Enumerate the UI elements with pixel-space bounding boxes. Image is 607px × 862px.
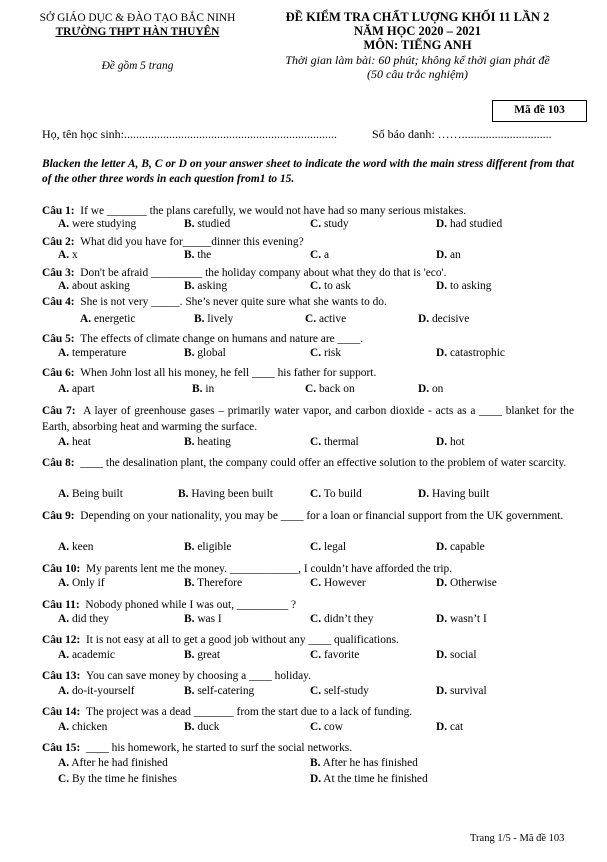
option-c[interactable] (310, 280, 351, 292)
option-c[interactable] (310, 685, 369, 697)
option-c[interactable] (310, 436, 359, 448)
school-year: NĂM HỌC 2020 – 2021 (353, 24, 482, 38)
option-letter: D. (418, 313, 430, 325)
option-text: Being built (71, 488, 123, 500)
option-letter: C. (310, 280, 322, 292)
option-a[interactable] (58, 649, 115, 661)
question-13 (42, 668, 574, 684)
question-number: Câu 13: (42, 670, 81, 682)
option-text: energetic (93, 313, 136, 325)
option-text: catastrophic (449, 347, 505, 359)
option-c[interactable] (58, 773, 177, 785)
option-letter: C. (305, 313, 317, 325)
option-letter: A. (58, 685, 70, 697)
option-letter: A. (58, 721, 70, 733)
option-c[interactable] (310, 541, 346, 553)
option-letter: B. (184, 218, 195, 230)
option-text: on (431, 383, 444, 395)
option-text: survival (449, 685, 487, 697)
question-3 (42, 265, 574, 281)
option-letter: B. (184, 249, 195, 261)
option-d[interactable] (418, 313, 469, 325)
option-letter: C. (310, 613, 322, 625)
option-d[interactable] (436, 541, 485, 553)
option-d[interactable] (418, 383, 443, 395)
option-text: decisive (431, 313, 470, 325)
option-letter: A. (58, 613, 70, 625)
option-text: Otherwise (449, 577, 497, 589)
option-d[interactable] (436, 280, 491, 292)
option-text: self-catering (197, 685, 255, 697)
option-text: hot (449, 436, 465, 448)
option-d[interactable] (310, 773, 428, 785)
option-text: had studied (449, 218, 503, 230)
option-letter: A. (58, 280, 70, 292)
option-letter: C. (305, 383, 317, 395)
question-number: Câu 5: (42, 333, 75, 345)
option-letter: D. (436, 685, 448, 697)
question-1 (42, 203, 574, 219)
option-letter: C. (310, 541, 322, 553)
question-text: The project was a dead _______ from the start due to a lack of funding. (86, 706, 413, 718)
option-text: a (323, 249, 329, 261)
question-text: My parents lent me the money. ____________, I couldn’t have afforded the trip. (86, 563, 453, 575)
option-letter: D. (436, 721, 448, 733)
option-letter: D. (436, 541, 448, 553)
question-number: Câu 9: (42, 510, 75, 522)
option-letter: C. (310, 347, 322, 359)
option-text: capable (449, 541, 485, 553)
option-text: self-study (323, 685, 369, 697)
option-text: do-it-yourself (71, 685, 135, 697)
option-letter: B. (184, 613, 195, 625)
option-c[interactable] (310, 218, 349, 230)
option-b[interactable] (184, 721, 219, 733)
question-9 (42, 508, 574, 524)
option-d[interactable] (418, 488, 489, 500)
option-d[interactable] (436, 249, 461, 261)
question-10 (42, 561, 574, 577)
option-text: eligible (197, 541, 232, 553)
option-text: risk (323, 347, 342, 359)
option-letter: A. (58, 218, 70, 230)
option-d[interactable] (436, 649, 477, 661)
option-letter: B. (184, 685, 195, 697)
option-text: global (197, 347, 226, 359)
option-text: keen (71, 541, 94, 553)
option-c[interactable] (310, 577, 366, 589)
question-4 (42, 294, 574, 310)
option-text: did they (71, 613, 109, 625)
option-letter: C. (310, 649, 322, 661)
option-a[interactable] (58, 436, 91, 448)
option-letter: C. (310, 218, 322, 230)
option-text: x (71, 249, 78, 261)
option-a[interactable] (58, 249, 78, 261)
option-letter: C. (310, 577, 322, 589)
option-text: After he had finished (71, 757, 168, 769)
student-name-field: Họ, tên học sinh:....................................................................... (42, 127, 337, 141)
option-letter: B. (192, 383, 203, 395)
option-text: academic (71, 649, 115, 661)
question-12 (42, 632, 574, 648)
option-text: the (197, 249, 212, 261)
option-a[interactable] (58, 721, 107, 733)
option-letter: C. (58, 773, 70, 785)
option-text: active (318, 313, 347, 325)
question-text: When John lost all his money, he fell ____ his father for support. (80, 367, 377, 379)
option-b[interactable] (178, 488, 273, 500)
option-letter: C. (310, 249, 322, 261)
option-b[interactable] (184, 249, 211, 261)
question-2 (42, 234, 574, 250)
time-limit: Thời gian làm bài: 60 phút; không kể thời gian phát đề (285, 53, 550, 67)
question-count: (50 câu trắc nghiệm) (367, 67, 468, 81)
option-d[interactable] (436, 347, 505, 359)
question-text: Don't be afraid _________ the holiday company about what they do that is 'eco'. (80, 267, 447, 279)
exam-code-box: Mã đề 103 (492, 100, 587, 122)
option-b[interactable] (192, 383, 214, 395)
option-c[interactable] (310, 347, 341, 359)
question-number: Câu 10: (42, 563, 81, 575)
option-letter: C. (310, 436, 322, 448)
option-letter: D. (436, 280, 448, 292)
option-c[interactable] (310, 613, 373, 625)
question-number: Câu 14: (42, 706, 81, 718)
question-text: You can save money by choosing a ____ holiday. (86, 670, 311, 682)
option-text: apart (71, 383, 95, 395)
option-letter: D. (436, 613, 448, 625)
option-text: in (205, 383, 215, 395)
option-text: to ask (323, 280, 351, 292)
question-text: Nobody phoned while I was out, _________ ? (85, 599, 297, 611)
option-b[interactable] (184, 436, 231, 448)
question-text: ____ his homework, he started to surf the social networks. (86, 742, 353, 754)
option-text: duck (197, 721, 220, 733)
option-letter: B. (184, 541, 195, 553)
option-a[interactable] (58, 347, 126, 359)
option-d[interactable] (436, 577, 497, 589)
option-letter: C. (310, 488, 322, 500)
option-text: However (323, 577, 366, 589)
option-b[interactable] (194, 313, 233, 325)
option-text: to asking (449, 280, 492, 292)
option-text: about asking (71, 280, 130, 292)
option-c[interactable] (310, 249, 329, 261)
option-letter: D. (436, 218, 448, 230)
page-footer: Trang 1/5 - Mã đề 103 (470, 833, 565, 844)
instruction: Blacken the letter A, B, C or D on your answer sheet to indicate the word with the main stress different from that of the other three words in each question from1 to 15. (42, 158, 574, 185)
option-letter: D. (310, 773, 322, 785)
option-d[interactable] (436, 613, 487, 625)
option-letter: D. (436, 649, 448, 661)
question-6 (42, 365, 574, 381)
option-letter: D. (418, 488, 430, 500)
option-letter: A. (58, 541, 70, 553)
option-letter: A. (58, 249, 70, 261)
option-text: At the time he finished (323, 773, 428, 785)
option-letter: A. (58, 757, 70, 769)
option-text: After he has finished (322, 757, 418, 769)
option-letter: D. (418, 383, 430, 395)
option-d[interactable] (436, 436, 465, 448)
option-letter: B. (184, 721, 195, 733)
option-a[interactable] (58, 577, 105, 589)
option-text: chicken (71, 721, 108, 733)
option-b[interactable] (184, 280, 227, 292)
question-text: Depending on your nationality, you may be ____ for a loan or financial support from the UK government. (80, 510, 564, 522)
option-letter: A. (58, 436, 70, 448)
option-text: back on (318, 383, 355, 395)
option-text: were studying (71, 218, 137, 230)
option-text: Having been built (191, 488, 273, 500)
option-letter: B. (310, 757, 321, 769)
option-c[interactable] (310, 649, 359, 661)
option-letter: D. (436, 347, 448, 359)
option-text: cat (449, 721, 464, 733)
exam-title: ĐỀ KIỂM TRA CHẤT LƯỢNG KHỐI 11 LẦN 2 (285, 10, 550, 24)
option-b[interactable] (184, 577, 242, 589)
option-b[interactable] (184, 613, 222, 625)
question-5 (42, 331, 574, 347)
option-letter: A. (58, 577, 70, 589)
option-letter: B. (178, 488, 189, 500)
option-letter: B. (184, 280, 195, 292)
option-text: By the time he finishes (71, 773, 177, 785)
option-b[interactable] (310, 757, 418, 769)
option-letter: A. (80, 313, 92, 325)
option-letter: B. (184, 436, 195, 448)
question-number: Câu 3: (42, 267, 75, 279)
question-text: She is not very _____. She’s never quite sure what she wants to do. (80, 296, 387, 308)
option-a[interactable] (58, 541, 93, 553)
option-text: asking (197, 280, 228, 292)
question-text: ____ the desalination plant, the company could offer an effective solution to the problem of water scarcity. (80, 457, 567, 469)
option-a[interactable] (58, 613, 109, 625)
option-d[interactable] (436, 721, 463, 733)
option-a[interactable] (58, 488, 123, 500)
option-text: didn’t they (323, 613, 374, 625)
question-number: Câu 12: (42, 634, 81, 646)
option-letter: B. (184, 577, 195, 589)
option-a[interactable] (58, 757, 168, 769)
option-a[interactable] (58, 383, 95, 395)
question-text: It is not easy at all to get a good job without any ____ qualifications. (86, 634, 399, 646)
option-c[interactable] (305, 383, 355, 395)
department-name: SỞ GIÁO DỤC & ĐÀO TẠO BẮC NINH (39, 12, 236, 24)
question-number: Câu 15: (42, 742, 81, 754)
question-number: Câu 2: (42, 236, 75, 248)
option-text: great (197, 649, 221, 661)
option-c[interactable] (305, 313, 346, 325)
option-c[interactable] (310, 488, 362, 500)
option-letter: B. (194, 313, 205, 325)
question-number: Câu 7: (42, 405, 76, 417)
option-letter: D. (436, 577, 448, 589)
question-number: Câu 11: (42, 599, 80, 611)
option-letter: A. (58, 488, 70, 500)
option-letter: B. (184, 649, 195, 661)
option-text: wasn’t I (449, 613, 487, 625)
question-14 (42, 704, 574, 720)
question-11 (42, 597, 574, 613)
option-c[interactable] (310, 721, 343, 733)
question-7 (42, 403, 574, 435)
option-b[interactable] (184, 347, 226, 359)
option-text: favorite (323, 649, 360, 661)
option-text: legal (323, 541, 347, 553)
question-text: What did you have for_____dinner this evening? (80, 236, 304, 248)
option-text: study (323, 218, 349, 230)
student-id-field: Số báo danh: …….............................. (372, 127, 552, 141)
option-b[interactable] (184, 218, 230, 230)
option-text: thermal (323, 436, 359, 448)
option-text: an (449, 249, 461, 261)
option-letter: C. (310, 721, 322, 733)
option-b[interactable] (184, 685, 254, 697)
option-text: heating (197, 436, 231, 448)
option-d[interactable] (436, 218, 502, 230)
option-text: Therefore (197, 577, 243, 589)
question-text: The effects of climate change on humans and nature are ____. (80, 333, 364, 345)
option-a[interactable] (58, 218, 136, 230)
question-number: Câu 1: (42, 205, 75, 217)
option-b[interactable] (184, 649, 220, 661)
page-count: Đề gồm 5 trang (101, 60, 174, 72)
option-d[interactable] (436, 685, 487, 697)
option-letter: A. (58, 347, 70, 359)
option-letter: B. (184, 347, 195, 359)
question-text: A layer of greenhouse gases – primarily water vapor, and carbon dioxide - acts as a ____ blanket for the Earth, absorbing heat and warming the surface. (42, 405, 575, 433)
option-text: heat (71, 436, 91, 448)
school-name: TRƯỜNG THPT HÀN THUYÊN (55, 26, 220, 38)
question-15 (42, 740, 574, 756)
option-text: cow (323, 721, 343, 733)
option-text: was I (197, 613, 222, 625)
option-text: Only if (71, 577, 105, 589)
option-text: studied (197, 218, 231, 230)
option-letter: A. (58, 649, 70, 661)
option-text: lively (207, 313, 234, 325)
question-number: Câu 4: (42, 296, 75, 308)
option-a[interactable] (58, 685, 135, 697)
question-number: Câu 6: (42, 367, 75, 379)
option-letter: D. (436, 249, 448, 261)
option-letter: A. (58, 383, 70, 395)
option-letter: D. (436, 436, 448, 448)
question-number: Câu 8: (42, 457, 75, 469)
option-a[interactable] (58, 280, 130, 292)
option-text: Having built (431, 488, 490, 500)
question-text: If we _______ the plans carefully, we would not have had so many serious mistakes. (80, 205, 467, 217)
subject: MÔN: TIẾNG ANH (363, 38, 472, 52)
option-text: To build (323, 488, 362, 500)
option-b[interactable] (184, 541, 231, 553)
option-text: temperature (71, 347, 127, 359)
option-text: social (449, 649, 477, 661)
question-8 (42, 455, 574, 471)
option-letter: C. (310, 685, 322, 697)
option-a[interactable] (80, 313, 135, 325)
